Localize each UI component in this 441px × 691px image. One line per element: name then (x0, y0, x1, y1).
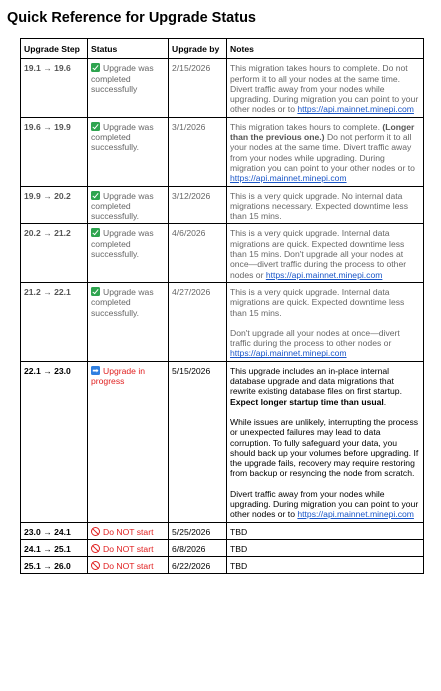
api-link[interactable]: https://api.mainnet.minepi.com (297, 104, 414, 115)
note-text: This migration takes hours to complete. (230, 121, 380, 132)
notes-cell (227, 117, 424, 186)
status-cell (88, 557, 169, 574)
notes-cell: TBD (227, 539, 424, 556)
upgrade-step-cell: 23.0 → 24.1 (21, 522, 88, 539)
note-text: This is a very quick upgrade. No internal data migrations necessary. Expected downtime less than 15 mins. (230, 190, 409, 222)
api-link[interactable]: https://api.mainnet.minepi.com (297, 509, 414, 520)
notes-cell (227, 224, 424, 282)
table-row (21, 522, 424, 539)
note-text: While issues are unlikely, interrupting the process or unexpected failures may lead to data corruption. To fully safeguard your data, you should back up your volumes before upgrading. If the upgrade fails, recovery may require restoring from backup or resyncing the node from scratch. (230, 416, 419, 479)
upgrade-step-cell: 19.9 → 20.2 (21, 186, 88, 224)
status-text: Do NOT start (103, 561, 154, 572)
upgrade-step-cell: 19.6 → 19.9 (21, 117, 88, 186)
status-cell (88, 282, 169, 361)
status-cell (88, 186, 169, 224)
upgrade-status-table (20, 38, 424, 574)
upgrade-step-cell: 20.2 → 21.2 (21, 224, 88, 282)
upgrade-step-cell: 22.1 → 23.0 (21, 361, 88, 522)
api-link[interactable]: https://api.mainnet.minepi.com (230, 348, 347, 359)
status-cell (88, 224, 169, 282)
upgrade-by-cell: 2/15/2026 (169, 59, 227, 117)
note-emphasis: (Longer than the previous one.) (230, 121, 415, 143)
upgrade-step-cell: 21.2 → 22.1 (21, 282, 88, 361)
check-mark-icon (91, 63, 100, 72)
status-text: Upgrade was completed successfully. (91, 228, 154, 260)
notes-cell (227, 59, 424, 117)
upgrade-by-cell: 3/1/2026 (169, 117, 227, 186)
status-text: Upgrade was completed successfully (91, 63, 154, 94)
upgrade-step-cell: 24.1 → 25.1 (21, 539, 88, 556)
header-notes: Notes (227, 39, 424, 59)
table-row (21, 557, 424, 574)
table-row (21, 361, 424, 522)
note-text: This is a very quick upgrade. Internal data migrations are quick. Expected downtime less than 15 mins. Don't upgrade all your nodes at once—divert traffic during the process to other nodes or (230, 228, 407, 280)
upgrade-by-cell: 4/6/2026 (169, 224, 227, 282)
header-upgrade-by: Upgrade by (169, 39, 227, 59)
upgrade-by-cell: 6/22/2026 (169, 557, 227, 574)
status-cell (88, 522, 169, 539)
upgrade-by-cell: 6/8/2026 (169, 539, 227, 556)
note-text: This migration takes hours to complete. Do not perform it to all your nodes at the same time. Divert traffic away from your nodes while upgrading. During migration you can point to your other nodes or to (230, 63, 419, 115)
table-row (21, 282, 424, 361)
status-text: Upgrade was completed successfully. (91, 286, 154, 318)
notes-cell (227, 186, 424, 224)
upgrade-by-cell: 3/12/2026 (169, 186, 227, 224)
upgrade-by-cell: 5/25/2026 (169, 522, 227, 539)
status-cell (88, 59, 169, 117)
page-title: Quick Reference for Upgrade Status (7, 10, 256, 26)
table-row (21, 59, 424, 117)
header-upgrade-step: Upgrade Step (21, 39, 88, 59)
note-text: This is a very quick upgrade. Internal data migrations are quick. Expected downtime less than 15 mins. (230, 286, 405, 318)
prohibited-icon (91, 544, 100, 553)
status-text: Upgrade in progress (91, 365, 146, 387)
table-header-row (21, 39, 424, 59)
api-link[interactable]: https://api.mainnet.minepi.com (230, 173, 347, 184)
status-text: Upgrade was completed successfully. (91, 121, 154, 153)
check-mark-icon (91, 122, 100, 131)
status-cell (88, 361, 169, 522)
notes-cell (227, 282, 424, 361)
notes-cell: TBD (227, 522, 424, 539)
table-row (21, 186, 424, 224)
note-text: This upgrade includes an in-place internal database upgrade and data migrations that rewrite existing database files on first startup. (230, 365, 402, 397)
note-text: Don't upgrade all your nodes at once—divert traffic during the process to other nodes or (230, 327, 400, 349)
check-mark-icon (91, 287, 100, 296)
header-status: Status (88, 39, 169, 59)
status-cell (88, 117, 169, 186)
table-row (21, 224, 424, 282)
check-mark-icon (91, 191, 100, 200)
status-text: Upgrade was completed successfully. (91, 190, 154, 222)
api-link[interactable]: https://api.mainnet.minepi.com (265, 269, 383, 280)
notes-cell: This upgrade includes an in-place internal database upgrade and data migrations that rewrite existing database files on first startup. Expect longer startup time than usual. While issues are unlikely, interrupting the process or unexpected failures may lead to data corruption. To fully safeguard your data, you should back up your volumes before upgrading. If the upgrade fails, recovery may require restoring from backup or resyncing the node from scratch. Divert traffic away from your nodes while upgrading. During migration you can point to your other nodes or to https://api.mainnet.minepi.com (227, 361, 424, 522)
table-row (21, 539, 424, 556)
upgrade-by-cell: 5/15/2026 (169, 361, 227, 522)
prohibited-icon (91, 561, 100, 570)
right-arrow-icon (91, 366, 100, 375)
table-row (21, 117, 424, 186)
note-text: Do not perform it to all your nodes at the same time. Divert traffic away from your nodes while upgrading. During migration you can point to your other nodes or to (230, 132, 415, 173)
note-emphasis: Expect longer startup time than usual (230, 396, 384, 407)
upgrade-by-cell: 4/27/2026 (169, 282, 227, 361)
notes-cell: TBD (227, 557, 424, 574)
status-text: Do NOT start (103, 526, 154, 537)
status-cell (88, 539, 169, 556)
prohibited-icon (91, 527, 100, 536)
upgrade-step-cell: 25.1 → 26.0 (21, 557, 88, 574)
note-text: Divert traffic away from your nodes while upgrading. During migration you can point to your other nodes or to (230, 488, 419, 520)
upgrade-step-cell: 19.1 → 19.6 (21, 59, 88, 117)
status-text: Do NOT start (103, 543, 154, 554)
check-mark-icon (91, 228, 100, 237)
